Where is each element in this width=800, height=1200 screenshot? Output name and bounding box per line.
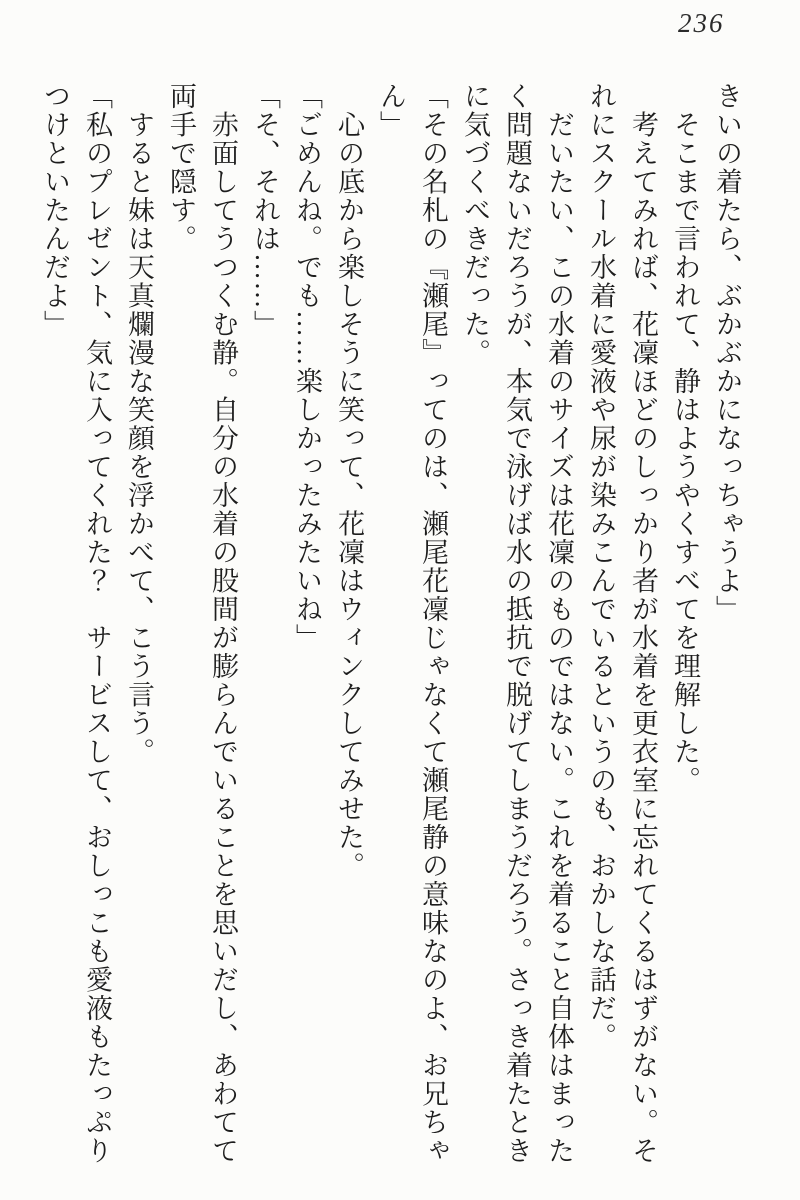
- body-text: [34, 82, 748, 1188]
- text-line: に気づくべきだった。: [460, 82, 490, 367]
- text-line: ん」: [376, 82, 406, 139]
- text-line: 両手で隠す。: [166, 82, 196, 253]
- text-line: すると妹は天真爛漫な笑顔を浮かべて、こう言う。: [124, 82, 154, 766]
- text-line: 赤面してうつくむ静。自分の水着の股間が膨らんでいることを思いだし、あわてて: [208, 82, 238, 1165]
- text-line: 「私のプレゼント、気に入ってくれた？ サービスして、おしっこも愛液もたっぷり: [82, 82, 112, 1165]
- text-line: 「ごめんね。でも……楽しかったみたいね」: [292, 82, 322, 652]
- text-line: きいの着たら、ぶかぶかになっちゃうよ」: [712, 82, 742, 624]
- text-line: だいたい、この水着のサイズは花凜のものではない。これを着ること自体はまった: [544, 82, 574, 1165]
- text-line: れにスクール水着に愛液や尿が染みこんでいるというのも、おかしな話だ。: [586, 82, 616, 1051]
- page-number: 236: [678, 8, 725, 38]
- text-line: く問題ないだろうが、本気で泳げば水の抵抗で脱げてしまうだろう。さっき着たとき: [502, 82, 532, 1165]
- text-line: 心の底から楽しそうに笑って、花凜はウィンクしてみせた。: [334, 82, 364, 880]
- text-line: 「その名札の『瀬尾』ってのは、瀬尾花凜じゃなくて瀬尾静の意味なのよ、お兄ちゃ: [418, 82, 448, 1165]
- text-line: つけといたんだよ」: [40, 82, 70, 339]
- text-line: 「そ、それは……」: [250, 82, 280, 339]
- text-line: そこまで言われて、静はようやくすべてを理解した。: [670, 82, 700, 795]
- text-line: 考えてみれば、花凜ほどのしっかり者が水着を更衣室に忘れてくるはずがない。そ: [628, 82, 658, 1165]
